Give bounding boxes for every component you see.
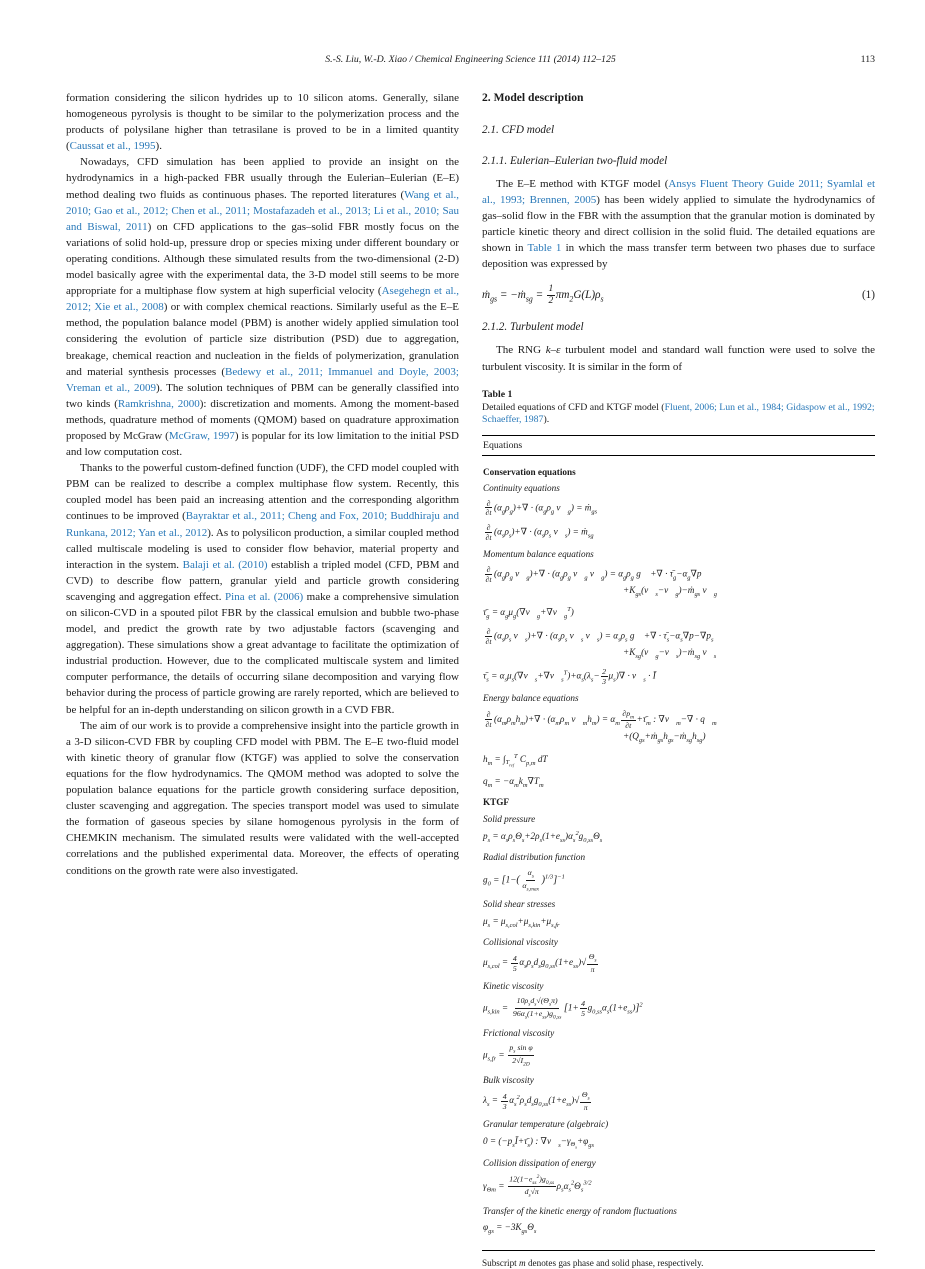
table-equation: $p_s = \alpha_s\rho_s\Theta_s+2\rho_s(1+e_{ss})\alpha_s^2g_{0,ss}\Theta_s$ — [483, 830, 603, 844]
table-row-heading: Continuity equations — [483, 483, 560, 494]
table-equation: $\mu_s = \mu_{s,col}+\mu_{s,kin}+\mu_{s,fr}$ — [483, 915, 560, 929]
two-column-layout — [66, 90, 875, 1269]
table-equation: $\varphi_{gs} = -3K_{gs}\Theta_s$ — [483, 1222, 537, 1236]
page-header — [66, 54, 875, 65]
running-head: S.-S. Liu, W.-D. Xiao / Chemical Engineering Science 111 (2014) 112–125 — [325, 54, 616, 65]
text-run: ). — [543, 414, 550, 426]
table-row-heading: Collision dissipation of energy — [483, 1158, 596, 1169]
table-equation: $\frac{\partial}{\partial t}$ $(\alpha_s\rho_s)+\nabla \cdot (\alpha_s\rho_s$ $v⃗_s$) = ṁ$_{sg}$ — [485, 523, 594, 543]
table-1-label: Table 1 — [482, 388, 513, 400]
equation-1 — [482, 284, 875, 307]
citation-link[interactable]: Table 1 — [527, 242, 562, 255]
subsection-heading-cfd-model: 2.1. CFD model — [482, 124, 555, 136]
equation-1-body: ṁ$_{gs}$ = −ṁ$_{sg}$ = $\frac{1}{2}$ $\pi m_2G(L)\rho_s$ — [482, 283, 604, 306]
citation-link[interactable]: Ansys Fluent Theory Guide 2011; Syamlal et al., 1993; Brennen, 2005 — [482, 178, 875, 207]
table-equation: $\frac{\partial}{\partial t}$ $(\alpha_g\rho_g)+\nabla \cdot (\alpha_g\rho_g$ $v⃗_g$) = ṁ$_{gs}$ — [485, 498, 598, 518]
text-run: Detailed equations of CFD and KTGF model ( — [482, 401, 665, 413]
right-column — [482, 90, 875, 1269]
section-heading-model-description: 2. Model description — [482, 91, 584, 104]
citation-link[interactable]: Wang et al., 2010; Gao et al., 2012; Chen et al., 2011; Mostafazadeh et al., 2013; Li et al., 2010; Sau and Biswal, 2011 — [66, 188, 460, 233]
text-run: ). — [155, 140, 162, 153]
table-row-heading: Bulk viscosity — [483, 1075, 534, 1086]
table-row-heading: Radial distribution function — [483, 852, 586, 863]
table-row-heading: Collisional viscosity — [483, 936, 558, 947]
text-run: The E–E method with KTGF model ( — [496, 178, 669, 190]
text-run: Thanks to the powerful custom-defined function (UDF), the CFD model coupled with PBM can be realized to describe a complex multiphase flow system. Recently, this coupled model has been paid an increasing attention and the corresponding algorithm continues to be improved ( — [66, 462, 459, 523]
text-run: ). The solution techniques of PBM can be generally classified into two kinds ( — [66, 381, 459, 410]
table-1-equations — [482, 456, 875, 1252]
equation-1-number: (1) — [861, 289, 875, 301]
table-equation: $\taū_s$ = $\alpha_s\mu_s(\nabla v⃗_s+\nabla v⃗_s^T)+\alpha_s(\lambda_s-$ $\frac{2}{3}$ $\mu_s)\nabla$ · $v⃗_s$ · Ī — [483, 667, 656, 687]
table-equation: $\frac{\partial}{\partial t}$ $(\alpha_m\rho_mh_m)+\nabla \cdot (\alpha_m\rho_m$ $v⃗_mh_m) = \alpha_m$ $\frac{\partial p_m}{\partial t}$ $+\taū_m$ : $\nabla v⃗_m-\nabla$ · $q⃗_m$ $+(Q_{gs}+ṁ_{gs}h_{gs}-ṁ_{sg}h_{sg})$ — [485, 708, 717, 745]
text-run: ): discretization and moments. Among the moment-based methods, quadrature method of moments (QMOM) based on quadrature approximation proposed by McGraw ( — [66, 397, 459, 442]
text-run: ). As to polysilicon production, a similar coupled method called multiscale modeling is used to consider flow behavior, material property and interaction in the system. — [66, 526, 459, 571]
table-row-heading: Kinetic viscosity — [483, 981, 544, 992]
paragraph-aim-of-work — [66, 718, 459, 879]
citation-link[interactable]: Bedewy et al., 2011; Immanuel and Doyle, 2003; Vreman et al., 2009 — [66, 365, 459, 394]
table-equation: $\mu_{s,fr}$ = $\frac{p_s \sin \varphi}{2√I_{2D}}$ — [483, 1043, 533, 1068]
table-row-heading: Frictional viscosity — [483, 1028, 555, 1039]
table-equation: $\mu_{s,kin}$ = $\frac{10\rho_sd_s√(\Theta_s\pi)}{96\alpha_s(1+e_{ss})g_{0,ss}}$ [1+ $\frac{4}{5}$ $g_{0,ss}\alpha_s(1+e_{ss})]^2$ — [483, 996, 643, 1021]
page-number: 113 — [860, 54, 875, 65]
table-equation: $\frac{\partial}{\partial t}$ ($\alpha_s\rho_s$ $v⃗_s)+\nabla \cdot (\alpha_s\rho_s$ $v⃗_s$ $v⃗_s) = \alpha_s\rho_s$ g⃗ +∇ · $\taū_s-\alpha_s\nabla p-\nabla p_s$ $+K_{sg}(v⃗_g-v⃗_s)-ṁ_{sg}$ $v⃗_s$ — [485, 627, 717, 660]
table-equation: $\taū_g$ = $\alpha_g\mu_g(\nabla v⃗_g+\nabla v⃗_g^T)$ — [483, 605, 574, 620]
text-run: in which the mass transfer term between two phases due to surface deposition was expressed by — [482, 242, 875, 271]
paragraph-coupled-models — [66, 460, 459, 718]
text-run: The aim of our work is to provide a comprehensive insight into the particle growth in a 3-D silicon-CVD FBR by coupling CFD model with PBM. The E–E two-fluid model with kinetic theory of granular flow (KTGF) was applied to solve the conservation equations for the flow hydrodynamics. The QMOM method was adopted to solve the population balance equations for the particle growth considering surface deposition, cluster scavenging and aggregation. The species transport model was used to simulate the formation of gaseous species by silane homogenous pyrolysis in the form of CHEMKIN mechanism. The simulated results were validated with the well-accepted correlations and the published experimental data. Moreover, the effects of operating conditions on the growth rate were also investigated. — [66, 719, 459, 877]
paragraph-continuation — [66, 90, 459, 154]
citation-link[interactable]: McGraw, 1997 — [168, 429, 235, 442]
text-run: establish a tripled model (CFD, PBM and CVD) to describe flow pattern, granular yield and particle growth considering scavenging and aggregation effect. — [66, 558, 459, 603]
table-row-heading: Solid pressure — [483, 813, 536, 824]
left-column — [66, 90, 459, 1269]
text-run: Nowadays, CFD simulation has been applied to provide an insight on the hydrodynamics in a high-packed FBR usually through the Eulerian–Eulerian (E–E) method dealing two fluids as continuous phases. The reported literatures ( — [66, 156, 459, 201]
text-run: formation considering the silicon hydrides up to 10 silicon atoms. Generally, silane homogeneous pyrolysis is thought to be similar to the polymerization process and the products of polysilane higher than tetrasilane is proved to be in a limited quantity ( — [66, 92, 459, 153]
citation-link[interactable]: Balaji et al. (2010) — [182, 558, 268, 571]
table-equation: $\gamma_{\Theta m}$ = $\frac{12(1-e_{ss}^2)g_{0,ss}}{d_s√\pi}$ $\rho_s\alpha_s^2\Theta_s^{3/2}$ — [483, 1173, 592, 1199]
citation-link[interactable]: Pina et al. (2006) — [225, 590, 304, 603]
table-1-caption — [482, 402, 875, 427]
table-row-heading: Conservation equations — [483, 466, 576, 477]
text-run: ) has been widely applied to simulate the hydrodynamics of gas–solid flow in the FBR with the assumption that the granular motion is dominated by particle kinetic theory and direct collision in the solid fluid. The detailed equations are shown in — [482, 194, 875, 255]
table-row-heading: Momentum balance equations — [483, 549, 594, 560]
text-run: Subscript m denotes gas phase and solid phase, respectively. — [482, 1258, 704, 1269]
table-1-column-header: Equations — [482, 435, 875, 456]
paragraph-ee-method — [482, 176, 875, 273]
text-run: ) is popular for its low limitation to the initial PSD and low computation cost. — [66, 429, 460, 459]
table-1 — [482, 389, 875, 1269]
text-run: ) on CFD applications to the gas–solid FBR mostly focus on the variations of solid hold-up, pressure drop or species mixing under different boundary or operating conditions. Although these simulated results from the two-dimensional (2-D) model basically agree with the experimental data, the 3-D model still seems to be more appropriate for a multiphase flow system at high superficial velocity ( — [66, 220, 459, 298]
citation-link[interactable]: Ramkrishna, 2000 — [117, 397, 200, 410]
citation-link[interactable]: Bayraktar et al., 2011; Cheng and Fox, 2010; Buddhiraju and Runkana, 2012; Yan et al., 2012 — [66, 510, 460, 539]
subsubsection-heading-turbulent: 2.1.2. Turbulent model — [482, 321, 584, 334]
citation-link[interactable]: Caussat et al., 1995 — [69, 140, 156, 153]
citation-link[interactable]: Asegehegn et al., 2012; Xie et al., 2008 — [66, 285, 460, 314]
table-row-heading: Solid shear stresses — [483, 899, 556, 910]
table-equation: $\frac{\partial}{\partial t}$ ($\alpha_g\rho_g$ $v⃗_g)+\nabla \cdot (\alpha_g\rho_g$ $v⃗_g$ $v⃗_g) = \alpha_g\rho_g$ g⃗ +∇ · $\taū_g-\alpha_g\nabla p$ $+K_{gs}(v⃗_s-v⃗_g)-ṁ_{gs}$ $v⃗_g$ — [485, 564, 717, 598]
text-run: make a comprehensive simulation on silicon-CVD in a spouted pilot FBR by the classical emulsion and bubble two-phase model, and predict the growth rate by two adjustable factors (scavenging and aggregation). These simulations show a great advantage to facilitate the optimization of industrial production. However, due to the complicated multiscale system and limited computer performance, the details of occurring silane decomposition and varying flow behavior during the process of particle growing are rarely reported, which are believed to be helpful for an in-depth understanding on silicon growth in a CVD FBR. — [66, 590, 460, 716]
table-equation: $\mu_{s,col}$ = $\frac{4}{5}$ $\alpha_s\rho_sd_sg_{0,ss}(1+e_{ss})√$ $\frac{\Theta_s}{\pi}$ — [483, 952, 597, 975]
table-row-heading: Energy balance equations — [483, 693, 579, 704]
table-row-heading: KTGF — [483, 797, 510, 808]
text-run: The RNG k–ε turbulent model and standard wall function were used to solve the turbulent viscosity. It is similar in the form of — [482, 344, 875, 373]
table-equation: $g_0 = [1-$( $\frac{\alpha_s}{\alpha_{s,max}}$ )$^{1/3}$]$^{-1}$ — [483, 867, 565, 893]
table-equation: $h_m = \int_{T_{ref}}^T$ $C_{p,m}$ dT — [483, 752, 548, 768]
paragraph-cfd-overview — [66, 154, 459, 460]
paragraph-turbulent-model — [482, 342, 875, 374]
table-equation: $0 = (-p_sĪ+\taū_s)$ : $\nabla v⃗_s-\gamma_{\Theta_s}+\varphi_{gs}$ — [483, 1135, 594, 1150]
table-1-footnote — [482, 1257, 875, 1269]
subsubsection-heading-eulerian: 2.1.1. Eulerian–Eulerian two-fluid model — [482, 155, 668, 167]
table-equation: $\lambda_s$ = $\frac{4}{3}$ $\alpha_s^2\rho_sd_sg_{0,ss}(1+e_{ss})√$ $\frac{\Theta_s}{\pi}$ — [483, 1090, 590, 1113]
text-run: ) or with complex chemical reactions. Similarly useful as the E–E method, the population balance model (PBM) is another widely applied simulation tool considering the evolution of particle size distribution (PSD) due to aggregation, breakage, chemical reaction and nucleation in the fields of polymerization, granulation and material synthesis processes ( — [66, 301, 459, 378]
table-row-heading: Granular temperature (algebraic) — [483, 1119, 609, 1130]
citation-link[interactable]: Fluent, 2006; Lun et al., 1984; Gidaspow et al., 1992; Schaeffer, 1987 — [482, 401, 875, 426]
table-row-heading: Transfer of the kinetic energy of random fluctuations — [483, 1205, 677, 1216]
table-equation: $q_m = -\alpha_mk_m\nabla T_m$ — [483, 776, 544, 790]
